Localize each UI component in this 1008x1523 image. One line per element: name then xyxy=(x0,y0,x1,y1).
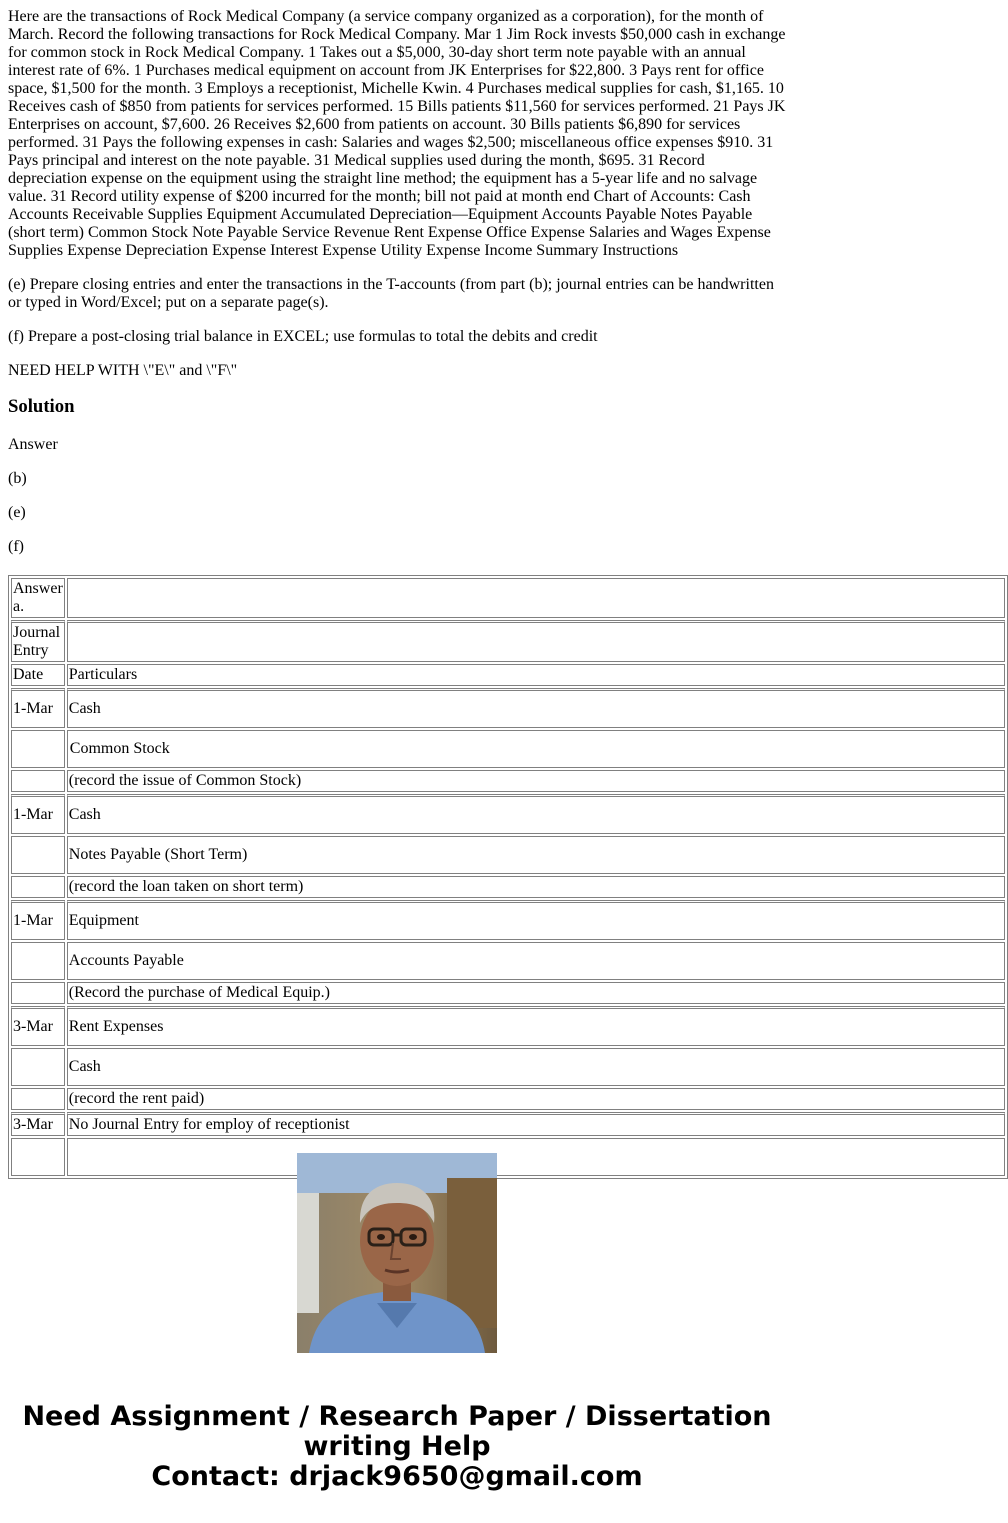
empty-cell xyxy=(11,942,65,980)
table-row xyxy=(11,770,1005,792)
empty-cell xyxy=(11,836,65,874)
table-row xyxy=(11,688,1005,728)
entry-debit: Cash xyxy=(67,688,1005,728)
part-b-label: (b) xyxy=(8,470,27,487)
table-row xyxy=(11,876,1005,898)
question-content xyxy=(8,8,786,572)
table-row xyxy=(11,1088,1005,1110)
answer-a-cell: Answer a. xyxy=(11,578,65,618)
help-request: NEED HELP WITH \"E\" and \"F\" xyxy=(8,362,238,379)
table-row xyxy=(11,982,1005,1004)
entry-debit: Cash xyxy=(67,794,1005,834)
portrait-illustration xyxy=(297,1153,497,1353)
entry-narration: (Record the purchase of Medical Equip.) xyxy=(67,982,1005,1004)
table-row xyxy=(11,794,1005,834)
part-f-label: (f) xyxy=(8,538,24,555)
entry-date: 3-Mar xyxy=(11,1112,65,1136)
question-text: Here are the transactions of Rock Medical Company (a service company organized as a corporation), for the month of March. Record the following transactions for Rock Medical Company. Mar 1 Jim Rock invests $50,000 cash in exchange for common stock in Rock Medical Company. 1 Takes out a $5,000, 30-day short term note payable with an annual interest rate of 6%. 1 Purchases medical equipment on account from JK Enterprises for $22,800. 3 Pays rent for office space, $1,500 for the month. 3 Employs a receptionist, Michelle Kwin. 4 Purchases medical supplies for cash, $1,165. 10 Receives cash of $850 from patients for services performed. 15 Bills patients $11,560 for services performed. 21 Pays JK Enterprises on account, $7,600. 26 Receives $2,600 from patients on account. 30 Bills patients $6,890 for services performed. 31 Pays the following expenses in cash: Salaries and wages $2,500; miscellaneous office expenses $910. 31 Pays principal and interest on the note payable. 31 Medical supplies used during the month, $695. 31 Record depreciation expense on the equipment using the straight line method; the equipment has a 5-year life and no salvage value. 31 Record utility expense of $200 incurred for the month; bill not paid at month end Chart of Accounts: Cash Accounts Receivable Supplies Equipment Accumulated Depreciation—Equipment Accounts Payable Notes Payable (short term) Common Stock Note Payable Service Revenue Rent Expense Office Expense Salaries and Wages Expense Supplies Expense Depreciation Expense Interest Expense Utility Expense Income Summary Instructions xyxy=(8,8,786,259)
empty-cell xyxy=(11,1138,65,1176)
entry-narration: (record the loan taken on short term) xyxy=(67,876,1005,898)
table-row xyxy=(11,730,1005,768)
entry-debit: Equipment xyxy=(67,900,1005,940)
empty-cell xyxy=(11,1088,65,1110)
entry-debit: Rent Expenses xyxy=(67,1006,1005,1046)
entry-narration: (record the issue of Common Stock) xyxy=(67,770,1005,792)
entry-date: 1-Mar xyxy=(11,794,65,834)
entry-date: 3-Mar xyxy=(11,1006,65,1046)
table-row xyxy=(11,1112,1005,1136)
entry-narration: (record the rent paid) xyxy=(67,1088,1005,1110)
table-row xyxy=(11,578,1005,618)
entry-credit: Accounts Payable xyxy=(67,942,1005,980)
entry-debit: No Journal Entry for employ of receptionist xyxy=(67,1112,1005,1136)
empty-cell xyxy=(67,620,1005,662)
entry-credit: Notes Payable (Short Term) xyxy=(67,836,1005,874)
author-photo xyxy=(297,1153,497,1353)
table-row xyxy=(11,1138,1005,1176)
table-row xyxy=(11,1006,1005,1046)
banner-line-1: Need Assignment / Research Paper / Dissertation xyxy=(22,1401,772,1432)
journal-table-viewport[interactable] xyxy=(8,575,794,1133)
particulars-header: Particulars xyxy=(67,664,1005,686)
part-e-instruction: (e) Prepare closing entries and enter the transactions in the T-accounts (from part (b); journal entries can be handwritten or typed in Word/Excel; put on a separate page(s). xyxy=(8,276,774,311)
entry-credit: Common Stock xyxy=(67,730,1005,768)
journal-title-cell: Journal Entry xyxy=(11,620,65,662)
date-header: Date xyxy=(11,664,65,686)
table-row xyxy=(11,620,1005,662)
table-row xyxy=(11,836,1005,874)
empty-cell xyxy=(11,876,65,898)
solution-heading: Solution xyxy=(8,396,75,417)
empty-cell xyxy=(11,770,65,792)
banner-contact-line: Contact: drjack9650@gmail.com xyxy=(151,1461,643,1492)
entry-credit: Cash xyxy=(67,1048,1005,1086)
answer-label: Answer xyxy=(8,436,58,453)
part-e-label: (e) xyxy=(8,504,26,521)
table-header-row xyxy=(11,664,1005,686)
empty-cell xyxy=(67,1138,1005,1176)
entry-date: 1-Mar xyxy=(11,900,65,940)
entry-date: 1-Mar xyxy=(11,688,65,728)
empty-cell xyxy=(11,982,65,1004)
table-row xyxy=(11,900,1005,940)
contact-banner xyxy=(0,1402,794,1492)
part-f-instruction: (f) Prepare a post-closing trial balance in EXCEL; use formulas to total the debits and credit xyxy=(8,328,598,345)
banner-line-2: writing Help xyxy=(303,1431,491,1462)
journal-entry-table xyxy=(8,575,1008,1179)
empty-cell xyxy=(11,730,65,768)
table-row xyxy=(11,942,1005,980)
empty-cell xyxy=(11,1048,65,1086)
table-row xyxy=(11,1048,1005,1086)
empty-cell xyxy=(67,578,1005,618)
